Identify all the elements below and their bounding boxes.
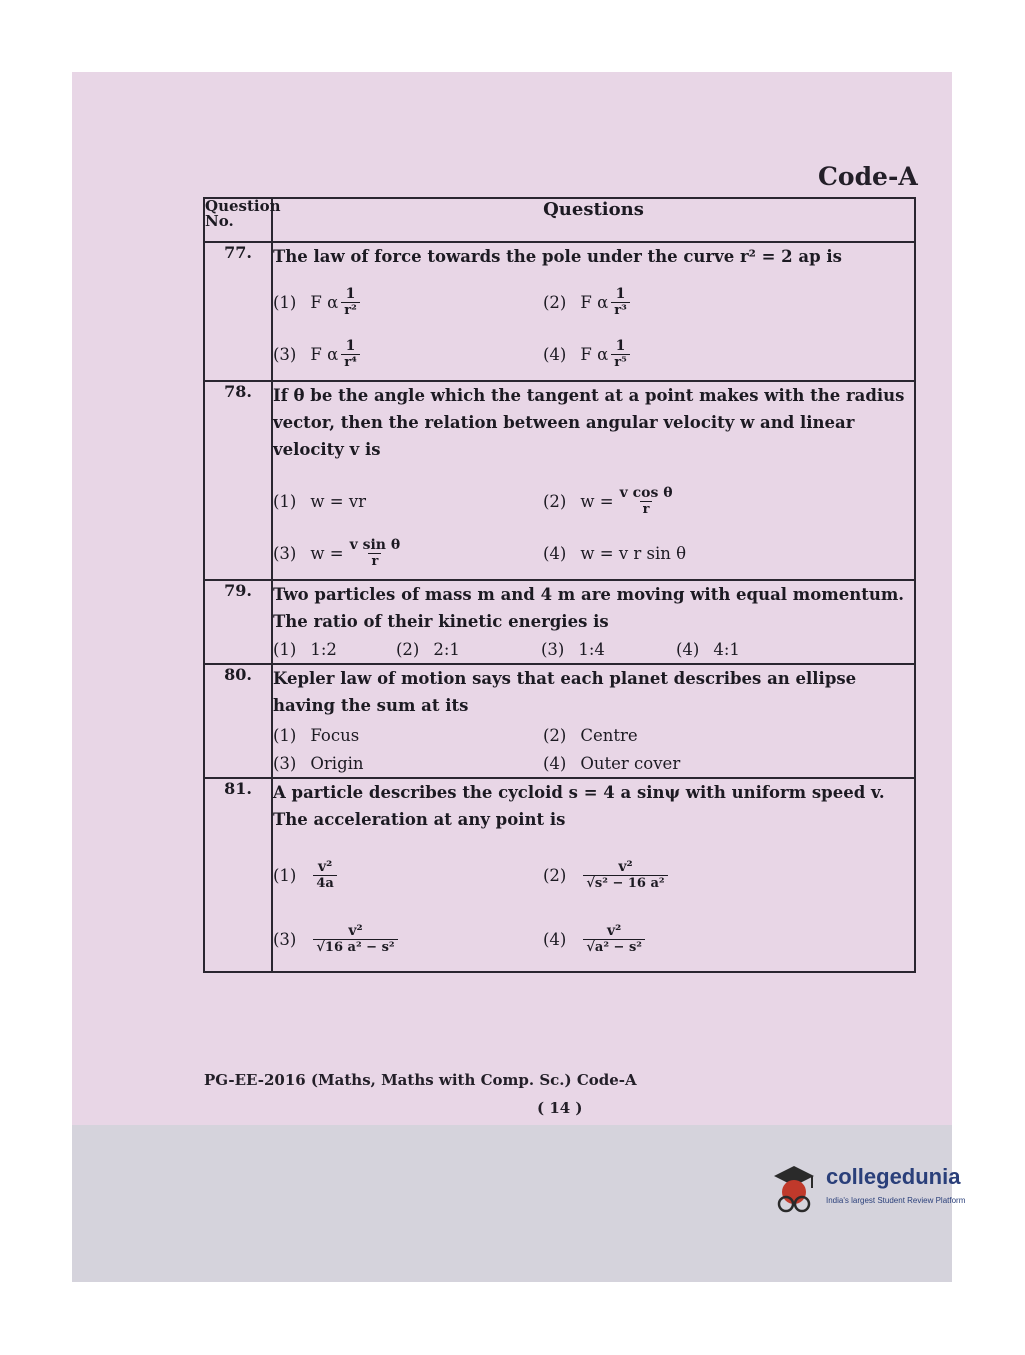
- question-cell: [272, 242, 915, 381]
- question-cell: [272, 778, 915, 972]
- question-number: 80.: [204, 664, 272, 778]
- question-number: 77.: [204, 242, 272, 381]
- page-number: ( 14 ): [537, 1099, 583, 1117]
- fraction: $\frac{1}{\text{r⁴}}$: [341, 338, 360, 371]
- question-stem: Kepler law of motion says that each planet describes an ellipse having the sum at its: [273, 669, 857, 715]
- question-row: [204, 242, 915, 381]
- header-question-no: Question No.: [204, 198, 272, 242]
- table-header-row: [204, 198, 915, 242]
- question-row: [204, 381, 915, 580]
- fraction: $\frac{1}{\text{r²}}$: [341, 286, 360, 319]
- option: (1) w = vr: [273, 491, 367, 511]
- option: (4) F α $\frac{1}{\text{r⁵}}$: [543, 328, 883, 380]
- option: (1) Focus: [273, 725, 360, 745]
- option: (1) 1:2: [273, 639, 337, 659]
- option: (3) w = $\frac{\text{v sin θ}}{r}$: [273, 527, 543, 579]
- option: (2) Centre: [543, 725, 638, 745]
- mascot-icon: [768, 1162, 824, 1222]
- option: (4) Outer cover: [543, 753, 681, 773]
- fraction: $\frac{\text{v cos θ}}{r}$: [619, 484, 673, 517]
- option: (3) Origin: [273, 753, 364, 773]
- option: (2) w = $\frac{\text{v cos θ}}{r}$: [543, 475, 883, 527]
- question-stem: The law of force towards the pole under the curve r² = 2 ap is: [273, 247, 842, 266]
- question-stem: A particle describes the cycloid s = 4 a sinψ with uniform speed v. The acceleration at any point is: [273, 783, 885, 829]
- logo-name: collegedunia: [826, 1164, 961, 1189]
- question-number: 81.: [204, 778, 272, 972]
- option: (4) $\frac{\text{v²}}{\text{√a² − s²}}$: [543, 907, 883, 971]
- question-row: [204, 580, 915, 664]
- question-stem: If θ be the angle which the tangent at a point makes with the radius vector, then the relation between angular velocity w and linear velocity v is: [273, 386, 905, 459]
- option: (2) F α $\frac{1}{\text{r³}}$: [543, 276, 883, 328]
- question-cell: [272, 381, 915, 580]
- fraction: $\frac{\text{v²}}{\text{√a² − s²}}$: [583, 923, 645, 956]
- header-questions: Questions: [272, 198, 915, 242]
- questions-table: [203, 197, 916, 973]
- option: (1) F α $\frac{1}{\text{r²}}$: [273, 276, 543, 328]
- paper-code-top: Code-A: [818, 162, 918, 191]
- logo-tagline: India's largest Student Review Platform: [826, 1196, 966, 1205]
- question-cell: [272, 580, 915, 664]
- fraction: $\frac{\text{v²}}{4a}$: [313, 859, 336, 892]
- option: (4) w = v r sin θ: [543, 543, 687, 563]
- question-stem: Two particles of mass m and 4 m are moving with equal momentum. The ratio of their kinetic energies is: [273, 585, 905, 631]
- option: (2) 2:1: [396, 639, 460, 659]
- option: (3) 1:4: [541, 639, 605, 659]
- fraction: $\frac{\text{v²}}{\text{√s² − 16 a²}}$: [583, 859, 667, 892]
- option: (3) F α $\frac{1}{\text{r⁴}}$: [273, 328, 543, 380]
- option: (1) $\frac{\text{v²}}{4a}$: [273, 843, 543, 907]
- question-number: 78.: [204, 381, 272, 580]
- option: (2) $\frac{\text{v²}}{\text{√s² − 16 a²}}$: [543, 843, 883, 907]
- question-cell: [272, 664, 915, 778]
- question-number: 79.: [204, 580, 272, 664]
- fraction: $\frac{\text{v²}}{\text{√16 a² − s²}}$: [313, 923, 397, 956]
- collegedunia-logo[interactable]: [768, 1162, 1008, 1222]
- option: (4) 4:1: [676, 639, 740, 659]
- fraction: $\frac{\text{v sin θ}}{r}$: [349, 536, 401, 569]
- fraction: $\frac{1}{\text{r⁵}}$: [611, 338, 630, 371]
- question-row: [204, 664, 915, 778]
- question-row: [204, 778, 915, 972]
- option: (3) $\frac{\text{v²}}{\text{√16 a² − s²}}$: [273, 907, 543, 971]
- footer-paper-code: PG-EE-2016 (Maths, Maths with Comp. Sc.) Code-A: [204, 1071, 637, 1089]
- fraction: $\frac{1}{\text{r³}}$: [611, 286, 630, 319]
